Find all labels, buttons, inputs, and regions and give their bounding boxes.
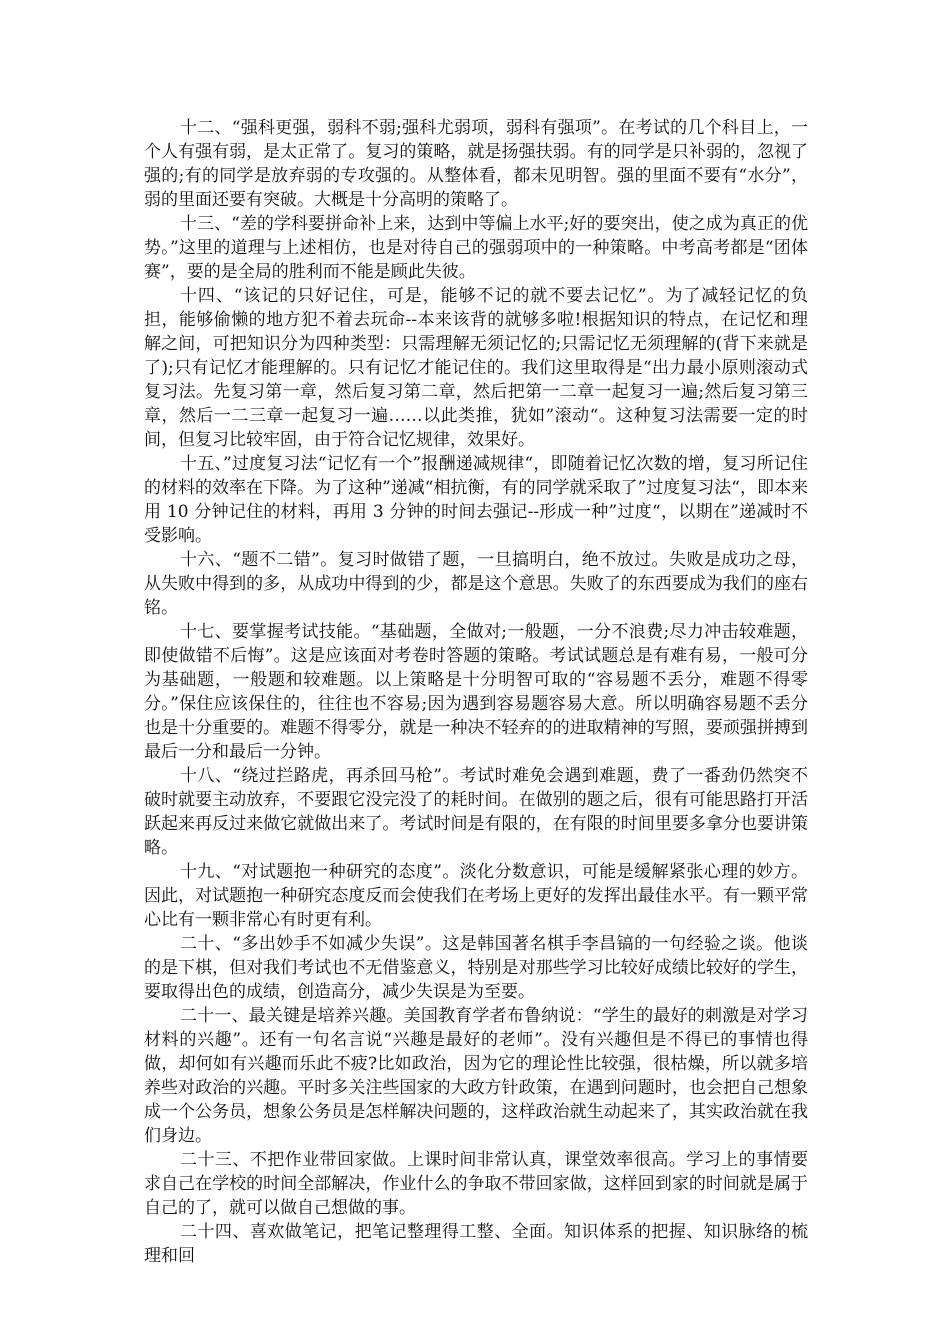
paragraph-13: 十三、“差的学科要拼命补上来，达到中等偏上水平;好的要突出，使之成为真正的优势。”这里的道理与上述相仿，也是对待自己的强弱项中的一种策略。中考高考都是“团体赛”，要的是全局的胜利而不能是顾此失彼。 [144, 214, 808, 282]
paragraph-16: 十六、“题不二错”。复习时做错了题，一旦搞明白，绝不放过。失败是成功之母，从失败中得到的多，从成功中得到的少，都是这个意思。失败了的东西要成为我们的座右铭。 [144, 550, 808, 618]
paragraph-21: 二十一、最关键是培养兴趣。美国教育学者布鲁纳说：“学生的最好的刺激是对学习材料的兴趣”。还有一句名言说“兴趣是最好的老师”。没有兴趣但是不得已的事情也得做，却何如有兴趣而乐此不疲?比如政治，因为它的理论性比较强，很枯燥，所以就多培养些对政治的兴趣。平时多关注些国家的大政方针政策，在遇到问题时，也会把自己想象成一个公务员，想象公务员是怎样解决问题的，这样政治就生动起来了，其实政治就在我们身边。 [144, 1006, 808, 1146]
paragraph-15: 十五、”过度复习法“记忆有一个”报酬递减规律“，即随着记忆次数的增，复习所记住的材料的效率在下降。为了这种”递减“相抗衡，有的同学就采取了”过度复习法“，即本来用 10 分钟记住的材料，再用 3 分钟的时间去强记--形成一种”过度“，以期在”递减时不受影响。 [144, 454, 808, 546]
document-body [144, 116, 808, 1268]
paragraph-14: 十四、“该记的只好记住，可是，能够不记的就不要去记忆”。为了减轻记忆的负担，能够偷懒的地方犯不着去玩命--本来该背的就够多啦!根据知识的特点，在记忆和理解之间，可把知识分为四种类型：只需理解无须记忆的;只需记忆无须理解的(背下来就是了);只有记忆才能理解的。只有记忆才能记住的。我们这里取得是“出力最小原则滚动式复习法。先复习第一章，然后复习第二章，然后把第一二章一起复习一遍;然后复习第三章，然后一二三章一起复习一遍……以此类推，犹如”滚动“。这种复习法需要一定的时间，但复习比较牢固，由于符合记忆规律，效果好。 [144, 286, 808, 450]
paragraph-17: 十七、要掌握考试技能。“基础题，全做对;一般题，一分不浪费;尽力冲击较难题，即使做错不后悔”。这是应该面对考卷时答题的策略。考试试题总是有难有易，一般可分为基础题，一般题和较难题。以上策略是十分明智可取的“容易题不丢分，难题不得零分。”保住应该保住的，往往也不容易;因为遇到容易题容易大意。所以明确容易题不丢分也是十分重要的。难题不得零分，就是一种决不轻弃的的进取精神的写照，要顽强拼搏到最后一分和最后一分钟。 [144, 622, 808, 762]
paragraph-23: 二十三、不把作业带回家做。上课时间非常认真，课堂效率很高。学习上的事情要求自己在学校的时间全部解决，作业什么的争取不带回家做，这样回到家的时间就是属于自己的了，就可以做自己想做的事。 [144, 1150, 808, 1218]
paragraph-19: 十九、“对试题抱一种研究的态度”。淡化分数意识，可能是缓解紧张心理的妙方。因此，对试题抱一种研究态度反而会使我们在考场上更好的发挥出最佳水平。有一颗平常心比有一颗非常心有时更有利。 [144, 862, 808, 930]
paragraph-12: 十二、“强科更强，弱科不弱;强科尤弱项，弱科有强项”。在考试的几个科目上，一个人有强有弱，是太正常了。复习的策略，就是扬强扶弱。有的同学是只补弱的，忽视了强的;有的同学是放弃弱的专攻强的。从整体看，都未见明智。强的里面不要有“水分”，弱的里面还要有突破。大概是十分高明的策略了。 [144, 118, 808, 210]
paragraph-20: 二十、“多出妙手不如减少失误”。这是韩国著名棋手李昌镐的一句经验之谈。他谈的是下棋，但对我们考试也不无借鉴意义，特别是对那些学习比较好成绩比较好的学生，要取得出色的成绩，创造高分，减少失误是为至要。 [144, 934, 808, 1002]
paragraph-18: 十八、“绕过拦路虎，再杀回马枪”。考试时难免会遇到难题，费了一番劲仍然突不破时就要主动放弃，不要跟它没完没了的耗时间。在做别的题之后，很有可能思路打开活跃起来再反过来做它就做出来了。考试时间是有限的，在有限的时间里要多拿分也要讲策略。 [144, 766, 808, 858]
paragraph-24: 二十四、喜欢做笔记，把笔记整理得工整、全面。知识体系的把握、知识脉络的梳理和回 [144, 1222, 808, 1266]
